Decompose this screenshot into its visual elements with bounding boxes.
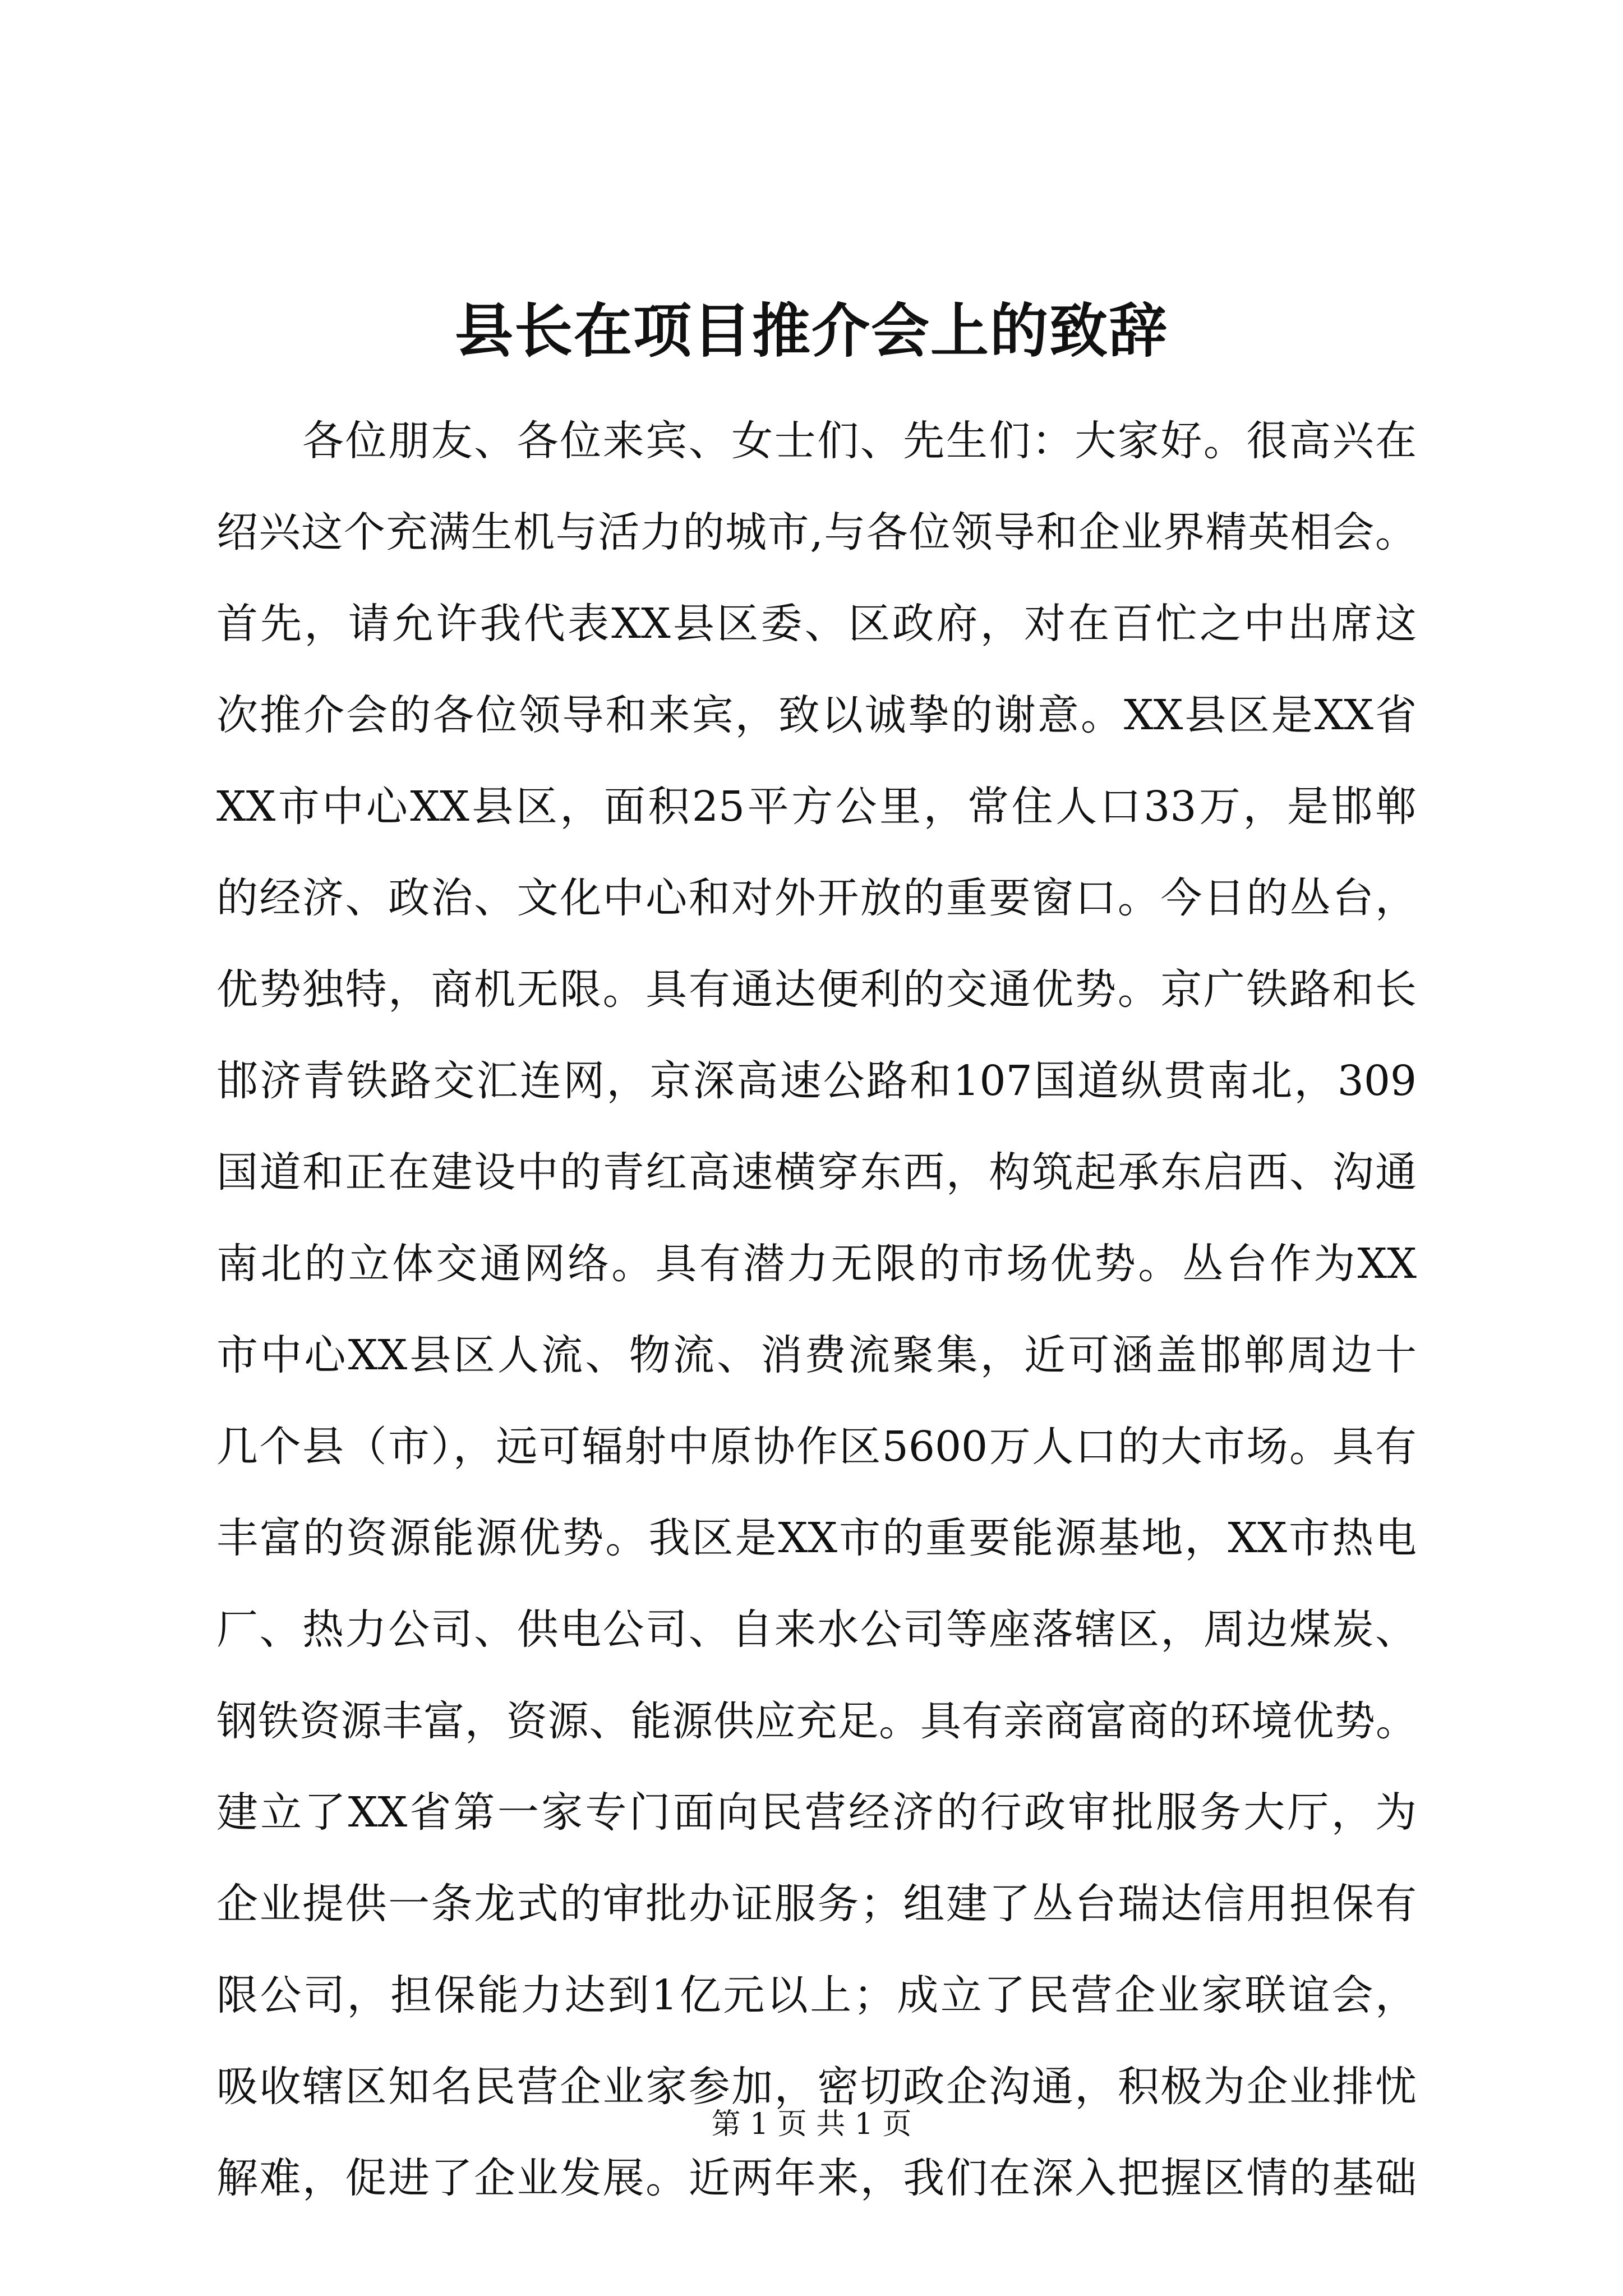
body-line: 厂、热力公司、供电公司、自来水公司等座落辖区，周边煤炭、 (216, 1605, 1417, 1654)
body-line: 市中心XX县区人流、物流、消费流聚集，近可涵盖邯郸周边十 (216, 1331, 1417, 1379)
body-line: 各位朋友、各位来宾、女士们、先生们：大家好。很高兴在 (216, 417, 1417, 465)
body-line: 解难，促进了企业发展。近两年来，我们在深入把握区情的基础 (216, 2154, 1417, 2202)
body-line: 绍兴这个充满生机与活力的城市,与各位领导和企业界精英相会。 (216, 508, 1417, 556)
body-line: 邯济青铁路交汇连网，京深高速公路和107国道纵贯南北，309 (216, 1057, 1417, 1105)
document-title: 县长在项目推介会上的致辞 (454, 296, 1168, 365)
body-line: 钢铁资源丰富，资源、能源供应充足。具有亲商富商的环境优势。 (216, 1697, 1417, 1745)
body-line: 几个县（市），远可辐射中原协作区5600万人口的大市场。具有 (216, 1423, 1417, 1471)
document-body (216, 395, 1417, 2224)
body-line: 首先，请允许我代表XX县区委、区政府，对在百忙之中出席这 (216, 600, 1417, 648)
body-line: 吸收辖区知名民营企业家参加，密切政企沟通，积极为企业排忧 (216, 2063, 1417, 2111)
body-line: 建立了XX省第一家专门面向民营经济的行政审批服务大厅，为 (216, 1788, 1417, 1837)
body-line: 限公司，担保能力达到1亿元以上；成立了民营企业家联谊会， (216, 1971, 1417, 2019)
body-line: 企业提供一条龙式的审批办证服务；组建了丛台瑞达信用担保有 (216, 1880, 1417, 1928)
body-line: 优势独特，商机无限。具有通达便利的交通优势。京广铁路和长 (216, 965, 1417, 1014)
body-line: 丰富的资源能源优势。我区是XX市的重要能源基地，XX市热电 (216, 1514, 1417, 1562)
body-line: 次推介会的各位领导和来宾，致以诚挚的谢意。XX县区是XX省 (216, 691, 1417, 739)
body-line: 国道和正在建设中的青红高速横穿东西，构筑起承东启西、沟通 (216, 1148, 1417, 1197)
body-line: 南北的立体交通网络。具有潜力无限的市场优势。丛台作为XX (216, 1240, 1417, 1288)
body-line: XX市中心XX县区，面积25平方公里，常住人口33万，是邯郸 (216, 783, 1417, 831)
body-line: 的经济、政治、文化中心和对外开放的重要窗口。今日的丛台， (216, 874, 1417, 922)
page-footer: 第 1 页 共 1 页 (711, 2108, 912, 2141)
